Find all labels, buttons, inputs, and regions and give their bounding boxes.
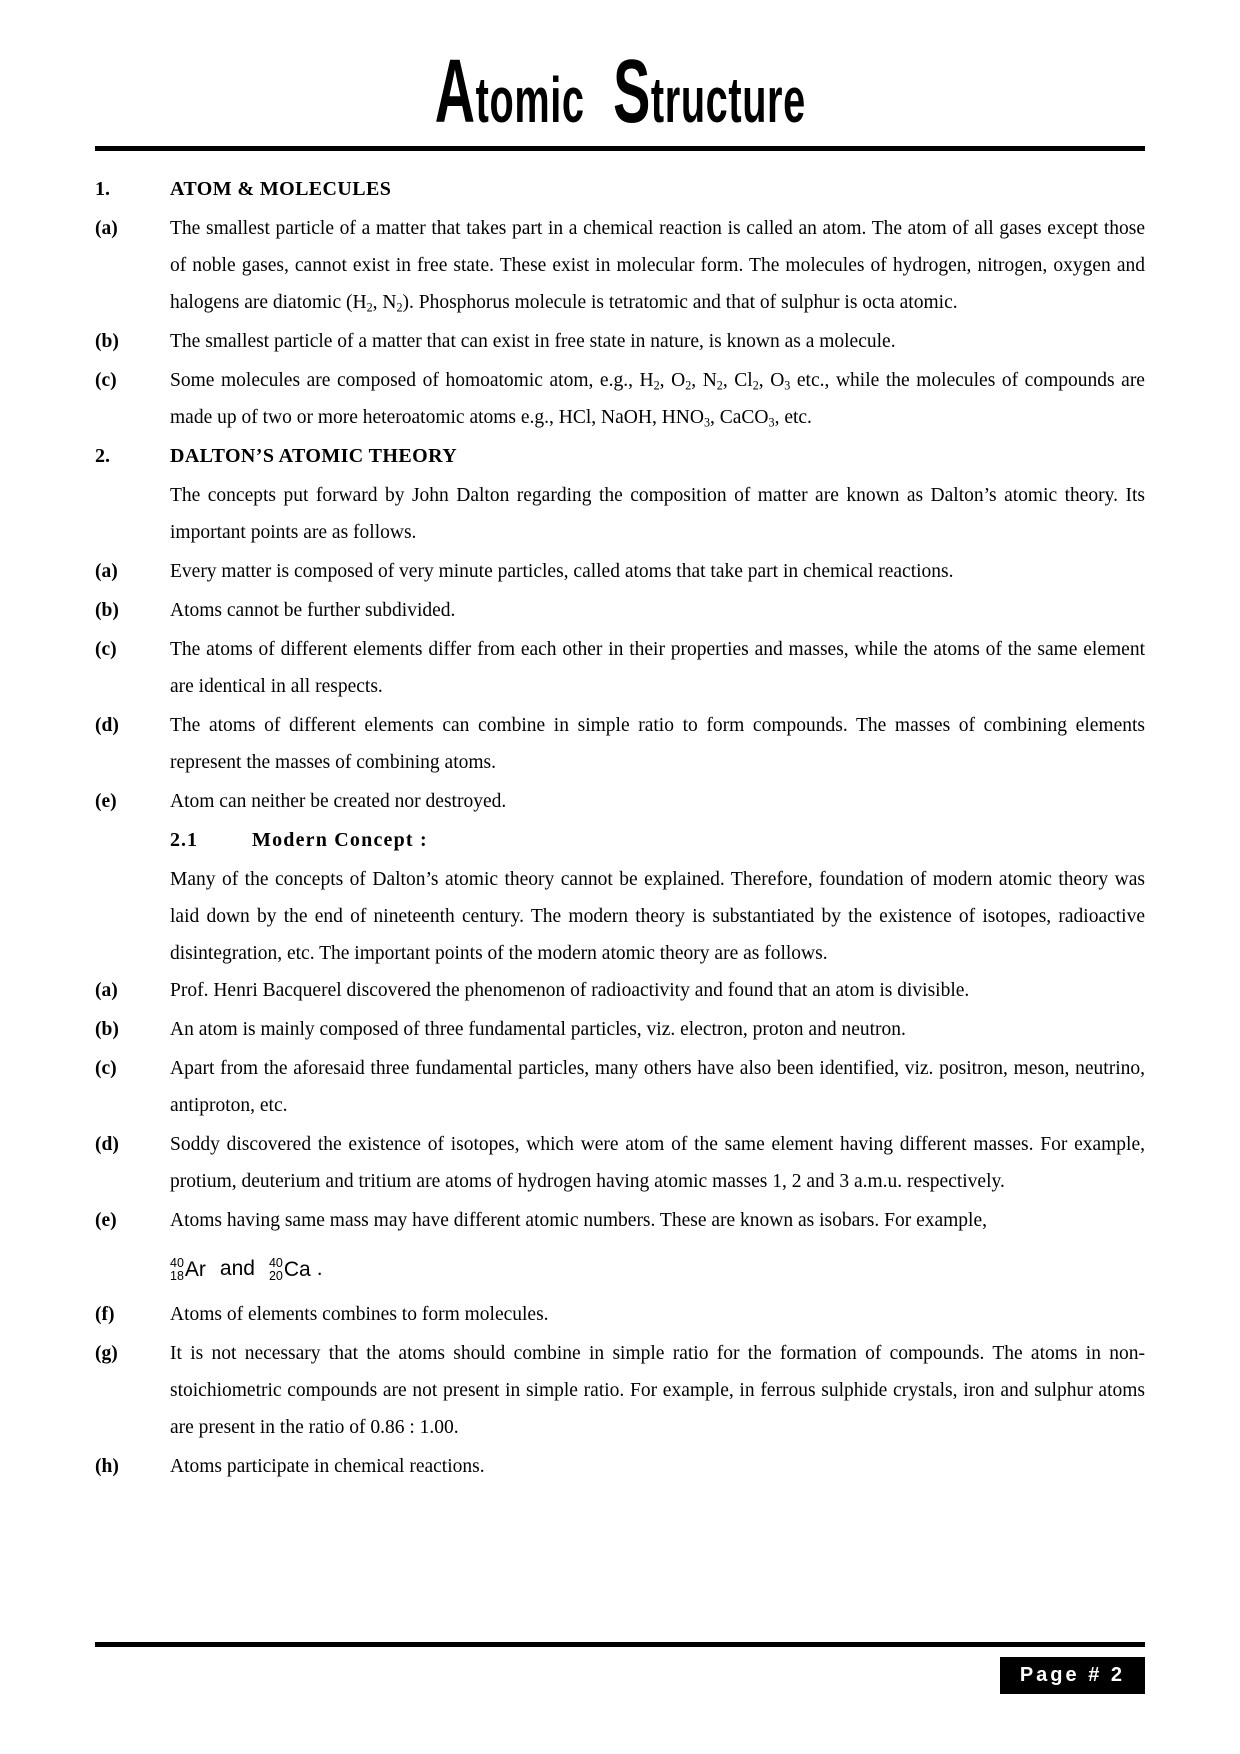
- title-cap-s: S: [612, 42, 651, 142]
- item-1c-p6: etc., while the molecules of compounds are made up of two or more heteroatomic atoms e.g., HCl, NaOH, HNO: [170, 370, 1145, 429]
- item-1c-s6: 3: [703, 415, 711, 430]
- item-2b: [95, 592, 1145, 629]
- item-2-1-c-marker: (c): [95, 1058, 117, 1080]
- title-rest-atomic: tomic: [475, 64, 585, 136]
- section-1-heading-row: [95, 171, 1145, 208]
- item-2a-marker: (a): [95, 561, 118, 583]
- item-2-1-g-marker: (g): [95, 1342, 118, 1364]
- item-2-1-b-marker: (b): [95, 1019, 119, 1041]
- title-cap-a: A: [434, 42, 476, 142]
- item-2-1-e: [95, 1202, 1145, 1239]
- item-1b: [95, 323, 1145, 360]
- item-2c: [95, 631, 1145, 705]
- isotope-conjunction: and: [219, 1257, 255, 1281]
- item-1c-s5: 3: [784, 378, 791, 393]
- item-1a-marker: (a): [95, 218, 118, 240]
- page-number-badge: Page # 2: [1000, 1657, 1145, 1694]
- item-2-1-b-text: An atom is mainly composed of three fundamental particles, viz. electron, proton and neutron.: [170, 1019, 906, 1041]
- isotope-argon-symbol: Ar: [184, 1257, 206, 1281]
- document-body: [95, 151, 1145, 1484]
- isotope-notation-line: [170, 1241, 1145, 1295]
- item-1a-sub2: 2: [396, 300, 403, 315]
- item-1c-p4: , Cl: [722, 370, 753, 392]
- item-2-1-b: [95, 1011, 1145, 1048]
- item-1c-s1: 2: [653, 378, 660, 393]
- section-2-heading: DALTON’S ATOMIC THEORY: [170, 445, 458, 468]
- item-2-1-f: [95, 1296, 1145, 1333]
- item-1a: [95, 210, 1145, 321]
- section-1-number: 1.: [95, 178, 110, 201]
- title-block: [0, 0, 1240, 151]
- item-1a-text-part2: , N: [372, 292, 397, 314]
- item-2d-text: The atoms of different elements can combine in simple ratio to form compounds. The masses of combining elements represent the masses of combining atoms.: [170, 715, 1145, 774]
- item-1c-p2: , O: [659, 370, 686, 392]
- item-2-1-e-text: Atoms having same mass may have different atomic numbers. These are known as isobars. For example,: [170, 1210, 987, 1232]
- item-2-1-h-marker: (h): [95, 1455, 119, 1477]
- item-2e-marker: (e): [95, 791, 117, 813]
- subsection-2-1-number: 2.1: [170, 829, 198, 852]
- item-1c-s7: 3: [768, 415, 775, 430]
- item-1c-p5: , O: [758, 370, 785, 392]
- isotope-calcium-atomic-number: 20: [268, 1268, 283, 1283]
- section-2-intro: The concepts put forward by John Dalton regarding the composition of matter are known as Dalton’s atomic theory. Its important points are as follows.: [170, 485, 1145, 544]
- page-footer: [95, 1642, 1145, 1694]
- isotope-calcium: [269, 1247, 311, 1291]
- item-1c: [95, 362, 1145, 436]
- item-2-1-d-marker: (d): [95, 1134, 119, 1156]
- item-1c-p1: Some molecules are composed of homoatomic atom, e.g., H: [170, 370, 654, 392]
- subsection-2-1-heading: Modern Concept :: [252, 829, 428, 852]
- item-2e: [95, 783, 1145, 820]
- subsection-2-1-heading-row: [170, 822, 1145, 859]
- item-2c-text: The atoms of different elements differ from each other in their properties and masses, while the atoms of the same element are identical in all respects.: [170, 639, 1145, 698]
- item-1a-text-part3: ). Phosphorus molecule is tetratomic and that of sulphur is octa atomic.: [402, 292, 958, 314]
- item-2c-marker: (c): [95, 639, 117, 661]
- item-2e-text: Atom can neither be created nor destroyed.: [170, 791, 507, 813]
- page-title: [434, 42, 806, 142]
- item-2d-marker: (d): [95, 715, 119, 737]
- isotope-terminator: .: [316, 1257, 323, 1281]
- item-2b-text: Atoms cannot be further subdivided.: [170, 600, 456, 622]
- isotope-argon-atomic-number: 18: [170, 1268, 184, 1283]
- item-2-1-a-marker: (a): [95, 980, 118, 1002]
- item-2-1-c-text: Apart from the aforesaid three fundamental particles, many others have also been identified, viz. positron, meson, neutrino, antiproton, etc.: [170, 1058, 1145, 1117]
- item-2-1-a: [95, 972, 1145, 1009]
- item-1a-text: [170, 210, 1145, 321]
- item-2b-marker: (b): [95, 600, 119, 622]
- item-2-1-f-text: Atoms of elements combines to form molecules.: [170, 1303, 549, 1325]
- isotope-calcium-mass-number: 40: [268, 1256, 283, 1271]
- item-1c-p8: , etc.: [774, 407, 812, 429]
- footer-divider: [95, 1642, 1145, 1647]
- isotope-argon-numbers: [170, 1257, 184, 1282]
- item-2-1-f-marker: (f): [95, 1303, 115, 1325]
- isotope-calcium-numbers: [269, 1257, 283, 1282]
- item-1c-p3: , N: [691, 370, 717, 392]
- item-2a-text: Every matter is composed of very minute particles, called atoms that take part in chemical reactions.: [170, 561, 954, 583]
- item-1c-s2: 2: [685, 378, 692, 393]
- section-2-heading-row: [95, 438, 1145, 475]
- item-2a: [95, 553, 1145, 590]
- section-1-heading: ATOM & MOLECULES: [170, 178, 392, 201]
- section-2-number: 2.: [95, 445, 110, 468]
- subsection-2-1-intro: Many of the concepts of Dalton’s atomic theory cannot be explained. Therefore, foundation of modern atomic theory was laid down by the end of nineteenth century. The modern theory is substantiated by the existence of isotopes, radioactive disintegration, etc. The important points of the modern atomic theory are as follows.: [170, 869, 1145, 965]
- isotope-argon-mass-number: 40: [170, 1256, 184, 1271]
- isotope-calcium-symbol: Ca: [283, 1257, 311, 1281]
- item-2-1-g: [95, 1335, 1145, 1446]
- item-2-1-h: [95, 1448, 1145, 1485]
- section-2-intro-row: [95, 477, 1145, 551]
- item-1a-sub1: 2: [366, 300, 373, 315]
- item-2-1-g-text: It is not necessary that the atoms should combine in simple ratio for the formation of compounds. The atoms in non-stoichiometric compounds are not present in simple ratio. For example, in ferrous sulphide crystals, iron and sulphur atoms are present in the ratio of 0.86 : 1.00.: [170, 1342, 1145, 1438]
- isotope-argon: [170, 1247, 206, 1291]
- item-2-1-d-text: Soddy discovered the existence of isotopes, which were atom of the same element having different masses. For example, protium, deuterium and tritium are atoms of hydrogen having atomic masses 1, 2 and 3 a.m.u. respectively.: [170, 1134, 1145, 1193]
- item-1c-s3: 2: [716, 378, 723, 393]
- item-2-1-h-text: Atoms participate in chemical reactions.: [170, 1455, 485, 1477]
- item-1a-text-part1: The smallest particle of a matter that takes part in a chemical reaction is called an atom. The atom of all gases except those of noble gases, cannot exist in free state. These exist in molecular form. The molecules of hydrogen, nitrogen, oxygen and halogens are diatomic (H: [170, 218, 1145, 314]
- footer-badge-wrap: [95, 1657, 1145, 1694]
- title-rest-structure: tructure: [650, 64, 806, 136]
- item-2-1-e-marker: (e): [95, 1210, 117, 1232]
- item-1c-s4: 2: [752, 378, 759, 393]
- item-2-1-d: [95, 1126, 1145, 1200]
- item-1c-marker: (c): [95, 370, 117, 392]
- item-1c-text: [170, 362, 1145, 436]
- item-1b-text: The smallest particle of a matter that can exist in free state in nature, is known as a molecule.: [170, 331, 896, 353]
- item-2d: [95, 707, 1145, 781]
- item-1c-p7: , CaCO: [710, 407, 769, 429]
- item-2-1-c: [95, 1050, 1145, 1124]
- item-1b-marker: (b): [95, 331, 119, 353]
- item-2-1-a-text: Prof. Henri Bacquerel discovered the phenomenon of radioactivity and found that an atom is divisible.: [170, 980, 970, 1002]
